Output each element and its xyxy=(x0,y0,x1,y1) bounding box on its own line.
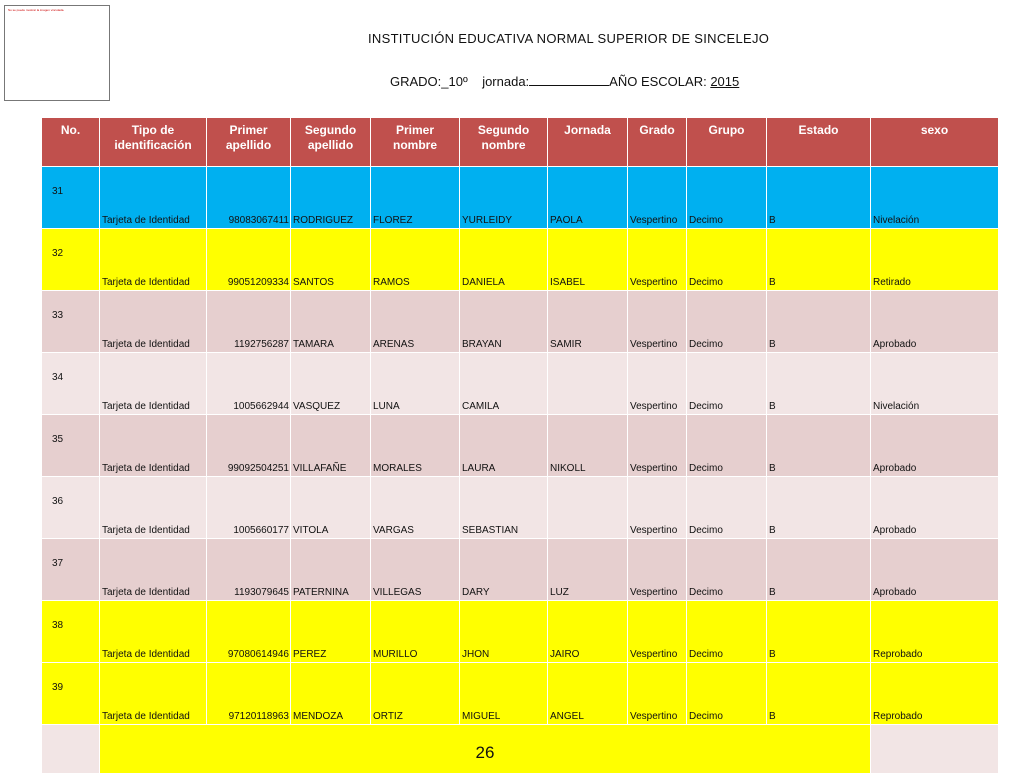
cell-documento-numero: 99051209334 xyxy=(207,229,291,291)
total-empty-cell xyxy=(871,725,999,774)
cell-primer-apellido: SANTOS xyxy=(291,229,371,291)
cell-segundo-apellido: ORTIZ xyxy=(371,663,460,725)
cell-segundo-apellido: FLOREZ xyxy=(371,167,460,229)
cell-primer-apellido: VITOLA xyxy=(291,477,371,539)
cell-primer-apellido: VILLAFAÑE xyxy=(291,415,371,477)
cell-documento-numero: 98083067411 xyxy=(207,167,291,229)
cell-grupo: B xyxy=(767,229,871,291)
cell-primer-nombre: SEBASTIAN xyxy=(460,477,548,539)
cell-segundo-apellido: RAMOS xyxy=(371,229,460,291)
column-header-tipo-identificacion: Tipo de identificación xyxy=(100,118,207,167)
cell-segundo-nombre xyxy=(548,353,628,415)
cell-grado: Decimo xyxy=(687,229,767,291)
broken-image-icon: No se puede mostrar la imagen vinculada. xyxy=(8,8,65,12)
column-header-grupo: Grupo xyxy=(687,118,767,167)
cell-student-no: 33 xyxy=(42,291,100,353)
cell-jornada: Vespertino xyxy=(628,353,687,415)
total-count: 26 xyxy=(100,725,871,774)
cell-grupo: B xyxy=(767,291,871,353)
institution-title: INSTITUCIÓN EDUCATIVA NORMAL SUPERIOR DE SINCELEJO xyxy=(368,31,770,46)
cell-jornada: Vespertino xyxy=(628,477,687,539)
cell-primer-nombre: MIGUEL xyxy=(460,663,548,725)
cell-segundo-apellido: VARGAS xyxy=(371,477,460,539)
cell-sexo: Aprobado xyxy=(871,539,999,601)
cell-segundo-nombre: JAIRO xyxy=(548,601,628,663)
cell-tipo-identificacion: Tarjeta de Identidad xyxy=(100,229,207,291)
cell-sexo: Retirado xyxy=(871,229,999,291)
table-row xyxy=(42,415,999,477)
cell-documento-numero: 1193079645 xyxy=(207,539,291,601)
cell-student-no: 39 xyxy=(42,663,100,725)
cell-jornada: Vespertino xyxy=(628,539,687,601)
cell-sexo: Nivelación xyxy=(871,167,999,229)
cell-segundo-nombre: NIKOLL xyxy=(548,415,628,477)
cell-segundo-apellido: ARENAS xyxy=(371,291,460,353)
cell-grupo: B xyxy=(767,477,871,539)
ano-escolar-label: AÑO ESCOLAR: xyxy=(609,74,707,89)
cell-segundo-apellido: MORALES xyxy=(371,415,460,477)
student-roster-table xyxy=(41,117,999,774)
cell-segundo-nombre: ISABEL xyxy=(548,229,628,291)
cell-grado: Decimo xyxy=(687,167,767,229)
cell-primer-nombre: DARY xyxy=(460,539,548,601)
cell-segundo-apellido: LUNA xyxy=(371,353,460,415)
cell-segundo-nombre: SAMIR xyxy=(548,291,628,353)
cell-tipo-identificacion: Tarjeta de Identidad xyxy=(100,167,207,229)
column-header-no: No. xyxy=(42,118,100,167)
cell-primer-nombre: BRAYAN xyxy=(460,291,548,353)
cell-documento-numero: 1005662944 xyxy=(207,353,291,415)
cell-documento-numero: 97120118963 xyxy=(207,663,291,725)
cell-primer-apellido: TAMARA xyxy=(291,291,371,353)
cell-jornada: Vespertino xyxy=(628,601,687,663)
table-row xyxy=(42,601,999,663)
cell-segundo-nombre xyxy=(548,477,628,539)
cell-student-no: 36 xyxy=(42,477,100,539)
cell-student-no: 31 xyxy=(42,167,100,229)
cell-sexo: Nivelación xyxy=(871,353,999,415)
cell-primer-nombre: YURLEIDY xyxy=(460,167,548,229)
column-header-segundo-nombre: Segundo nombre xyxy=(460,118,548,167)
total-row xyxy=(42,725,999,774)
cell-primer-apellido: PATERNINA xyxy=(291,539,371,601)
cell-jornada: Vespertino xyxy=(628,663,687,725)
cell-jornada: Vespertino xyxy=(628,167,687,229)
cell-grado: Decimo xyxy=(687,291,767,353)
cell-primer-apellido: MENDOZA xyxy=(291,663,371,725)
column-header-primer-apellido: Primer apellido xyxy=(207,118,291,167)
table-body xyxy=(42,167,999,774)
cell-segundo-nombre: ANGEL xyxy=(548,663,628,725)
jornada-label: jornada: xyxy=(482,74,530,89)
cell-student-no: 38 xyxy=(42,601,100,663)
table-row xyxy=(42,477,999,539)
cell-documento-numero: 1192756287 xyxy=(207,291,291,353)
grado-line xyxy=(390,74,739,89)
cell-student-no: 34 xyxy=(42,353,100,415)
table-row xyxy=(42,229,999,291)
cell-tipo-identificacion: Tarjeta de Identidad xyxy=(100,477,207,539)
column-header-segundo-apellido: Segundo apellido xyxy=(291,118,371,167)
cell-grado: Decimo xyxy=(687,415,767,477)
cell-sexo: Aprobado xyxy=(871,415,999,477)
cell-segundo-apellido: VILLEGAS xyxy=(371,539,460,601)
column-header-jornada: Jornada xyxy=(548,118,628,167)
table-row xyxy=(42,663,999,725)
logo-image-placeholder xyxy=(4,5,110,101)
cell-grado: Decimo xyxy=(687,663,767,725)
cell-primer-apellido: VASQUEZ xyxy=(291,353,371,415)
table-row xyxy=(42,353,999,415)
cell-documento-numero: 1005660177 xyxy=(207,477,291,539)
cell-documento-numero: 97080614946 xyxy=(207,601,291,663)
cell-grado: Decimo xyxy=(687,601,767,663)
cell-grupo: B xyxy=(767,601,871,663)
cell-primer-apellido: RODRIGUEZ xyxy=(291,167,371,229)
cell-jornada: Vespertino xyxy=(628,291,687,353)
cell-primer-nombre: JHON xyxy=(460,601,548,663)
cell-jornada: Vespertino xyxy=(628,229,687,291)
cell-grupo: B xyxy=(767,353,871,415)
cell-primer-nombre: LAURA xyxy=(460,415,548,477)
cell-grupo: B xyxy=(767,167,871,229)
table-row xyxy=(42,539,999,601)
cell-sexo: Aprobado xyxy=(871,477,999,539)
cell-segundo-nombre: PAOLA xyxy=(548,167,628,229)
cell-documento-numero: 99092504251 xyxy=(207,415,291,477)
cell-student-no: 37 xyxy=(42,539,100,601)
table-row xyxy=(42,291,999,353)
cell-segundo-nombre: LUZ xyxy=(548,539,628,601)
table-row xyxy=(42,167,999,229)
cell-grupo: B xyxy=(767,663,871,725)
cell-grado: Decimo xyxy=(687,539,767,601)
cell-student-no: 35 xyxy=(42,415,100,477)
cell-sexo: Reprobado xyxy=(871,663,999,725)
school-year: 2015 xyxy=(710,74,740,89)
jornada-blank xyxy=(529,85,609,86)
cell-grado: Decimo xyxy=(687,353,767,415)
cell-tipo-identificacion: Tarjeta de Identidad xyxy=(100,353,207,415)
table-header-row xyxy=(42,118,999,167)
total-empty-cell xyxy=(42,725,100,774)
cell-primer-nombre: CAMILA xyxy=(460,353,548,415)
cell-jornada: Vespertino xyxy=(628,415,687,477)
cell-tipo-identificacion: Tarjeta de Identidad xyxy=(100,601,207,663)
cell-tipo-identificacion: Tarjeta de Identidad xyxy=(100,291,207,353)
cell-tipo-identificacion: Tarjeta de Identidad xyxy=(100,663,207,725)
cell-segundo-apellido: MURILLO xyxy=(371,601,460,663)
column-header-primer-nombre: Primer nombre xyxy=(371,118,460,167)
cell-grado: Decimo xyxy=(687,477,767,539)
cell-student-no: 32 xyxy=(42,229,100,291)
cell-grupo: B xyxy=(767,415,871,477)
cell-sexo: Reprobado xyxy=(871,601,999,663)
cell-primer-apellido: PEREZ xyxy=(291,601,371,663)
grado-label: GRADO:_10º xyxy=(390,74,468,89)
cell-tipo-identificacion: Tarjeta de Identidad xyxy=(100,415,207,477)
column-header-grado: Grado xyxy=(628,118,687,167)
cell-grupo: B xyxy=(767,539,871,601)
column-header-sexo: sexo xyxy=(871,118,999,167)
cell-tipo-identificacion: Tarjeta de Identidad xyxy=(100,539,207,601)
column-header-estado: Estado xyxy=(767,118,871,167)
cell-sexo: Aprobado xyxy=(871,291,999,353)
cell-primer-nombre: DANIELA xyxy=(460,229,548,291)
